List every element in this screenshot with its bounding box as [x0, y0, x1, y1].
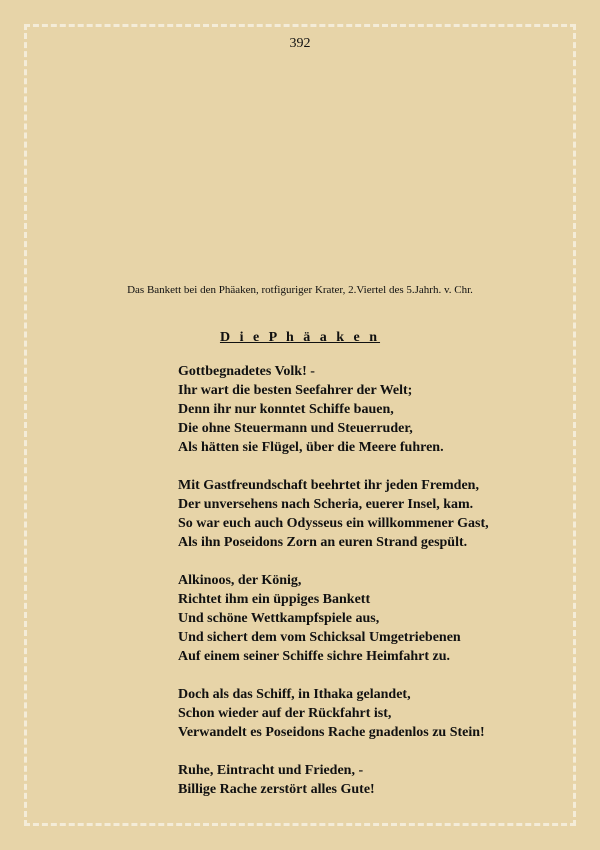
poem-line: Billige Rache zerstört alles Gute!: [178, 782, 375, 797]
poem-line: Mit Gastfreundschaft beehrtet ihr jeden Fremden,: [178, 478, 479, 493]
poem-line: Als hätten sie Flügel, über die Meere fuhren.: [178, 440, 444, 455]
page-number: 392: [289, 36, 311, 51]
poem-line: So war euch auch Odysseus ein willkommener Gast,: [178, 516, 489, 531]
stanza: [178, 761, 558, 799]
poem-line: Alkinoos, der König,: [178, 573, 302, 588]
poem-line: Auf einem seiner Schiffe sichre Heimfahrt zu.: [178, 649, 451, 664]
poem-line: Und sichert dem vom Schicksal Umgetriebenen: [178, 630, 461, 645]
image-caption: Das Bankett bei den Phäaken, rotfiguriger Krater, 2.Viertel des 5.Jahrh. v. Chr.: [127, 284, 473, 296]
stanza: [178, 571, 558, 666]
poem-line: Als ihn Poseidons Zorn an euren Strand gespült.: [178, 535, 468, 550]
poem-line: Und schöne Wettkampfspiele aus,: [178, 611, 380, 626]
poem-line: Verwandelt es Poseidons Rache gnadenlos zu Stein!: [178, 725, 485, 740]
poem-line: Schon wieder auf der Rückfahrt ist,: [178, 706, 392, 721]
poem-line: Der unversehens nach Scheria, euerer Insel, kam.: [178, 497, 474, 512]
poem-line: Doch als das Schiff, in Ithaka gelandet,: [178, 687, 411, 702]
poem-title: D i e P h ä a k e n: [219, 330, 381, 345]
poem-body: [178, 362, 558, 818]
poem-line: Die ohne Steuermann und Steuerruder,: [178, 421, 413, 436]
stanza: [178, 476, 558, 552]
stanza: [178, 685, 558, 742]
poem-line: Ruhe, Eintracht und Frieden, -: [178, 763, 364, 778]
stanza: [178, 362, 558, 457]
poem-line: Gottbegnadetes Volk! -: [178, 364, 315, 379]
poem-line: Richtet ihm ein üppiges Bankett: [178, 592, 371, 607]
poem-line: Ihr wart die besten Seefahrer der Welt;: [178, 383, 413, 398]
poem-line: Denn ihr nur konntet Schiffe bauen,: [178, 402, 394, 417]
